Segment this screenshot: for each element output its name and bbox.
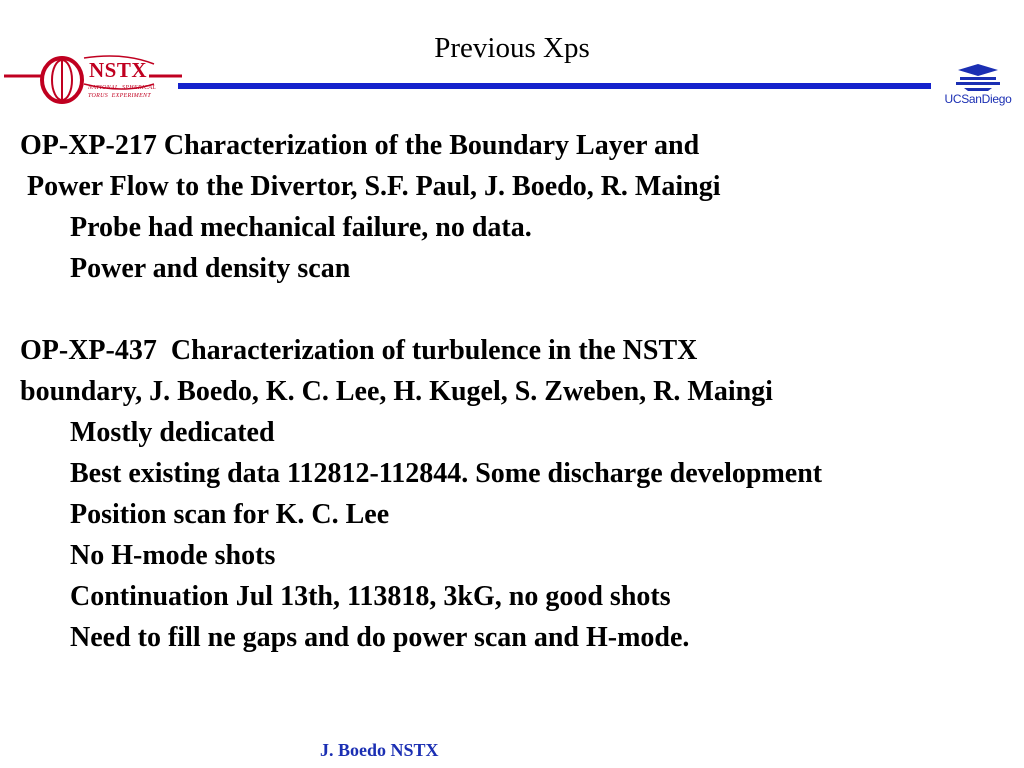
xp437-note: Need to fill ne gaps and do power scan and H-mode. (70, 622, 690, 653)
nstx-logo-subtitle: NATIONAL SPHERICAL TORUS EXPERIMENT (88, 85, 157, 99)
xp437-note: Continuation Jul 13th, 113818, 3kG, no good shots (70, 581, 671, 612)
xp437-title-line-1: OP-XP-437 Characterization of turbulence in the NSTX (20, 335, 698, 366)
xp437-note: Position scan for K. C. Lee (70, 499, 390, 530)
slide-title: Previous Xps (434, 32, 590, 64)
xp217-title-line-2: Power Flow to the Divertor, S.F. Paul, J. Boedo, R. Maingi (20, 171, 721, 202)
xp437-note: Best existing data 112812-112844. Some discharge development (70, 458, 823, 489)
xp437-note: No H-mode shots (70, 540, 276, 571)
nstx-logo (4, 54, 182, 108)
xp217-note: Probe had mechanical failure, no data. (70, 212, 532, 243)
xp437-title-line-2: boundary, J. Boedo, K. C. Lee, H. Kugel, S. Zweben, R. Maingi (20, 376, 773, 407)
xp217-note: Power and density scan (70, 253, 351, 284)
nstx-logo-text: NSTX (89, 58, 148, 82)
ucsd-logo-text: UCSanDiego (944, 92, 1012, 106)
xp217-title-line-1: OP-XP-217 Characterization of the Boundary Layer and (20, 130, 700, 161)
header-rule (178, 83, 931, 89)
footer-author: J. Boedo NSTX (320, 740, 439, 760)
xp437-note: Mostly dedicated (70, 417, 275, 448)
ucsd-logo (934, 62, 1022, 110)
ucsd-emblem-icon (934, 62, 1022, 92)
